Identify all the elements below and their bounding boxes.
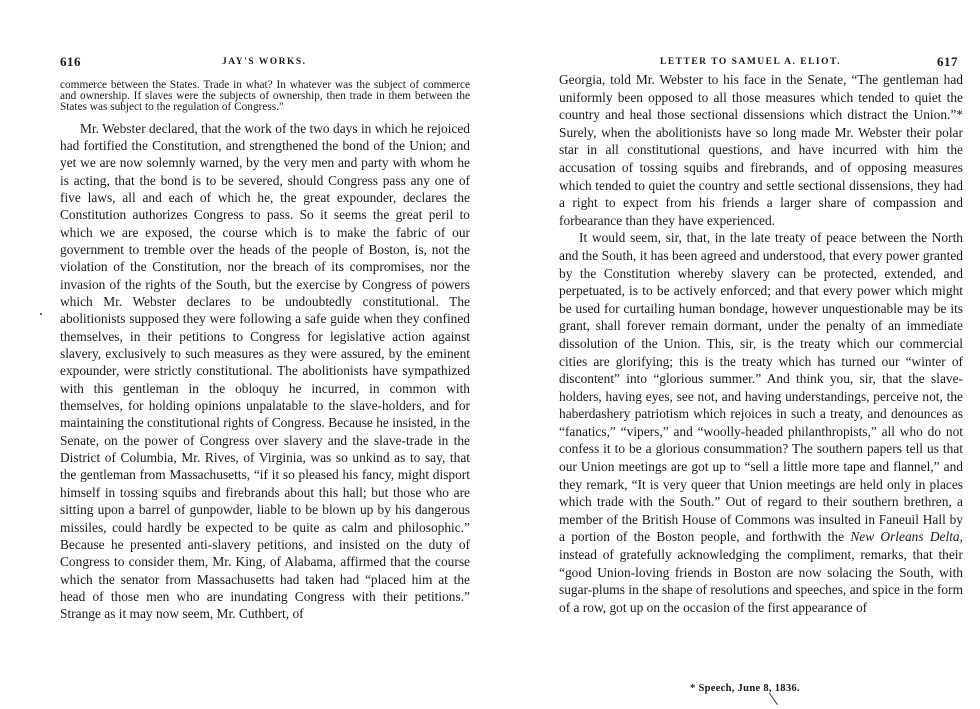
newspaper-title: New Orleans Delta, bbox=[850, 529, 963, 545]
webster-paragraph: Mr. Webster declared, that the work of the two days in which he rejoiced had fortified the Constitution, and strengthened the bond of the Union; and yet we are now solemnly warned, by the very men and party with whom he is acting, that the bond is to be severed, should Congress pass any one of five laws, all and each of which he, the great expounder, declares the Constitution authorizes Congress to pass. So it seems the great peril to which we are exposed, the course which is to make the fabric of our government to tremble over the heads of the people of Boston, is, not the violation of the Constitution, nor the breach of its compromises, nor the invasion of the rights of the South, but the exercise by Congress of powers which Mr. Webster declares to be undoubtedly constitutional. The abolitionists supposed they were following a safe guide when they confined themselves, in their petitions to Congress for legislative action against slavery, exclusively to such measures as they were assured, by the eminent expounder, were strictly constitutional. The abolitionists have sympathized with this gentleman in the obloquy he incurred, in common with themselves, for holding opinions unpalatable to the slave-holders, and for maintaining the constitutional rights of Congress. Because he insisted, in the Senate, on the power of Congress over slavery and the slave-trade in the District of Columbia, Mr. Rives, of Virginia, was so unkind as to say, that the gentleman from Massachusetts, “if it so pleased his fancy, might disport himself in tossing squibs and firebrands about this hall; but those who are sitting upon a barrel of gunpowder, liable to be blown up by his dangerous missiles, could hardly be expected to be quite as calm and philosophic.” Because he presented anti-slavery petitions, and insisted on the duty of Congress to consider them, Mr. King, of Alabama, affirmed that the course which the senator from Massachusetts had taken had “placed him at the head of those men who are inundating Congress with their petitions.” Strange as it may now seem, Mr. Cuthbert, of bbox=[60, 120, 470, 622]
treaty-text-a: It would seem, sir, that, in the late treaty of peace between the North and the South, it has been agreed and understood, that every power granted by the Constitution whereby slavery can be protected, extended, and perpetuated, is to be actively enforced; and that every power which might be used for curtailing human bondage, however unquestionable may be its grant, shall forever remain dormant, under the penalty of an immediate dissolution of the Union. This, sir, is the treaty which our commercial cities are glorifying; this is the treaty which has turned our “winter of discontent” into “glorious summer.” And think you, sir, that the slave-holders, having eyes, see not, and having understandings, perceive not, the haberdashery patriotism which rejoices in such a treaty, and denounces as “fanatics,” “vipers,” and “woolly-headed philanthropists,” all who do not confess it to be a glorious consummation? The southern papers tell us that our Union meetings are got up to “sell a little more tape and flannel,” and they remark, “It is very queer that Union meetings are held only in places which trade with the South.” Out of regard to their southern brethren, a member of the British House of Commons was insulted in Faneuil Hall by a portion of the Boston people, and forthwith the bbox=[559, 230, 963, 545]
pencil-mark bbox=[769, 693, 778, 705]
print-speck bbox=[40, 313, 42, 315]
page-number-left: 616 bbox=[60, 54, 81, 69]
treaty-text-b: instead of gratefully acknowledging the compliment, remarks, that their “good Union-loving friends in Boston are now solacing the South, with sugar-plums in the shape of resolutions and speeches, and spice in the form of a row, got up on the occasion of the first appearance of bbox=[559, 547, 963, 615]
continued-quote: commerce between the States. Trade in what? In whatever was the subject of commerce and ownership. If slaves were the subjects of ownership, then trade in them between the States was subject to the regulation of Congress." bbox=[60, 79, 470, 114]
left-page-text bbox=[60, 80, 470, 623]
page-number-right: 617 bbox=[937, 54, 958, 69]
right-page bbox=[490, 0, 980, 709]
cuthbert-paragraph: Georgia, told Mr. Webster to his face in the Senate, “The gentleman had uniformly been opposed to all those measures which tended to quiet the country and heal those sectional dissensions which distract the Union.”* Surely, when the abolitionists have so long made Mr. Webster their polar star in all constitutional questions, and have incurred with him the accusation of tossing squibs and firebrands, and of opposing measures which tended to quiet the country and settle sectional dissensions, they had a right to expect from his friends a larger share of compassion and forbearance than they have experienced. bbox=[559, 72, 963, 228]
right-page-text bbox=[559, 71, 963, 616]
running-head-right: LETTER TO SAMUEL A. ELIOT. bbox=[660, 57, 842, 67]
running-head-left: JAY'S WORKS. bbox=[222, 57, 307, 67]
treaty-paragraph bbox=[559, 229, 963, 616]
footnote: * Speech, June 8, 1836. bbox=[690, 683, 800, 694]
